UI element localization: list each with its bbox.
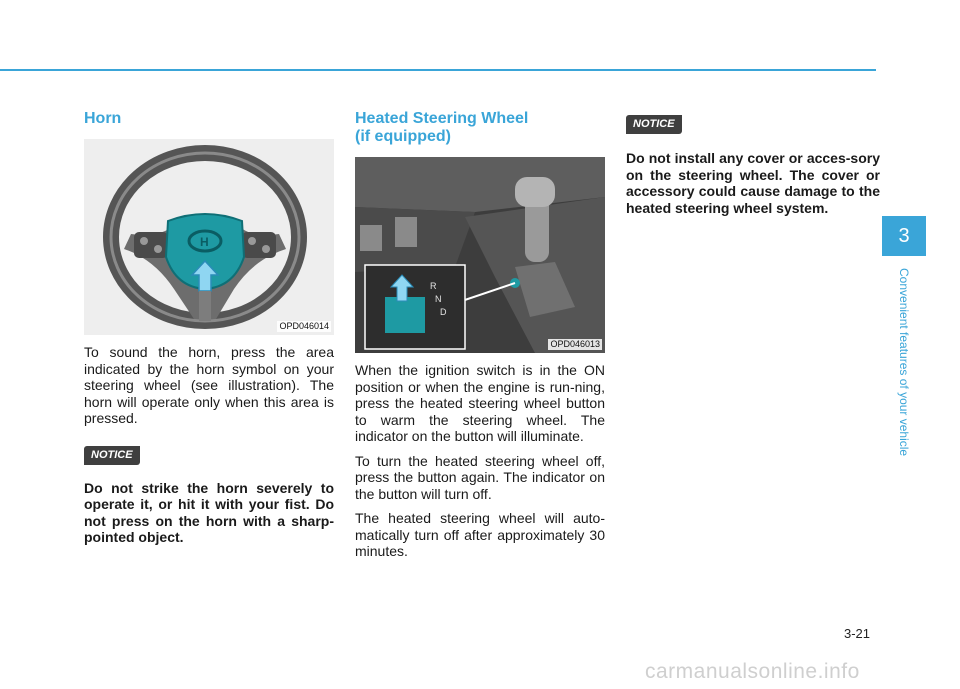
cover-notice-text: Do not install any cover or acces-sory on the steering wheel. The cover or accessory could cause damage to the heated steering wheel system. [626,150,880,216]
steering-wheel-illustration [84,139,334,335]
figure-code: OPD046013 [550,339,600,349]
horn-body-text: To sound the horn, press the area indicated by the horn symbol on your steering wheel (see illustration). The horn will operate only when this area is pressed. [84,344,334,426]
figure-code: OPD046014 [279,321,329,331]
horn-heading: Horn [84,110,122,127]
svg-text:H: H [200,235,209,249]
chapter-title-vertical [895,268,915,493]
notice-badge: NOTICE [626,115,682,134]
horn-notice-text: Do not strike the horn severely to operate it, or hit it with your fist. Do not press on the horn with a sharp-pointed object. [84,479,334,545]
chapter-tab: 3 [882,216,926,256]
horn-section [84,110,334,546]
heated-para-3: The heated steering wheel will auto-matically turn off after approximately 30 minutes. [355,510,605,559]
cover-notice-section [626,110,880,216]
heading-line-1: Heated Steering Wheel [355,110,529,127]
heated-para-2: To turn the heated steering wheel off, press the button again. The indicator on the button will turn off. [355,452,605,502]
page-number: 3-21 [844,626,871,641]
console-illustration [355,157,605,353]
steering-wheel-figure [84,139,334,335]
watermark: carmanualsonline.info [645,660,860,683]
header-rule [0,69,876,71]
gear-label-n: N [435,294,442,304]
heading-line-2: (if equipped) [355,128,451,145]
gear-label-d: D [440,307,447,317]
notice-badge: NOTICE [84,446,140,465]
gear-label-r: R [430,281,437,291]
heated-wheel-heading [355,110,605,146]
heated-para-1: When the ignition switch is in the ON position or when the engine is run-ning, press the heated steering wheel button to warm the steering wheel. The indicator on the button will illuminate. [355,362,605,444]
chapter-title: Convenient features of your vehicle [897,268,911,457]
console-figure [355,157,605,353]
heated-wheel-section [355,110,605,568]
